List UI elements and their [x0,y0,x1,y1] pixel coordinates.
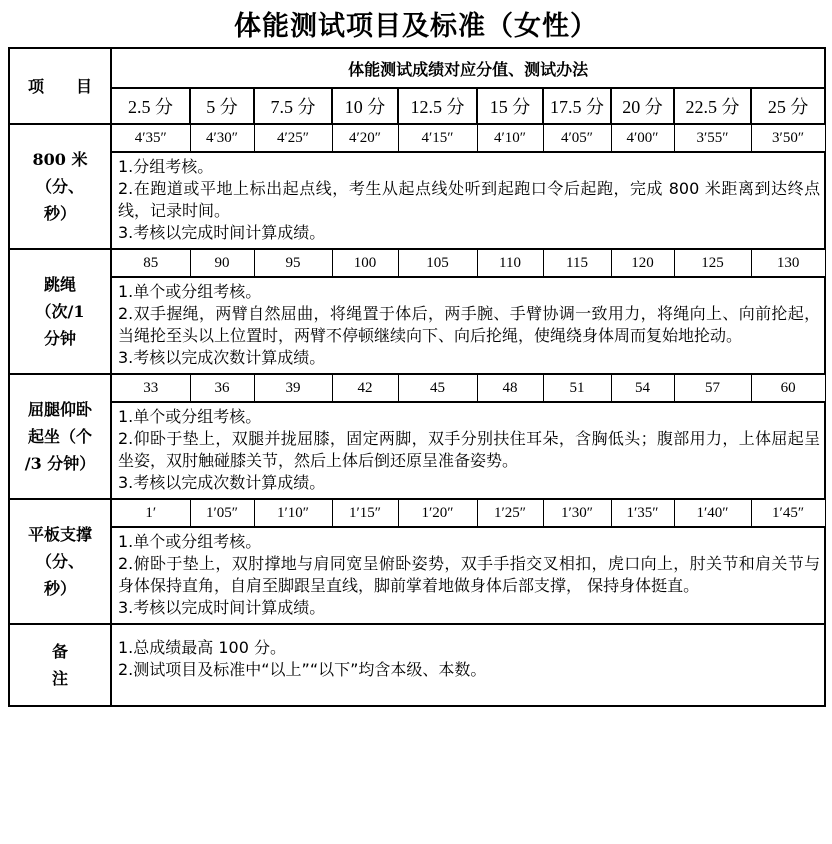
standard-value-cell: 4′35″ [111,124,190,152]
test-method-line: 2.仰卧于垫上，双腿并拢屈膝，固定两脚，双手分别扶住耳朵，含胸低头；腹部用力，上体屈起呈坐姿，双肘触碰膝关节，然后上体后倒还原呈准备姿势。 [118,429,821,470]
test-method-line: 1.单个或分组考核。 [118,282,262,301]
standard-value-cell: 115 [543,249,611,277]
standard-value-cell: 36 [190,374,254,402]
standard-value-cell: 90 [190,249,254,277]
item-label-line: 秒） [43,204,76,223]
standard-value-cell: 1′25″ [477,499,543,527]
remark-line: 2.测试项目及标准中“以上”“以下”均含本级、本数。 [118,660,487,679]
remark-line: 1.总成绩最高 100 分。 [118,638,286,657]
standard-value-cell: 120 [611,249,674,277]
standard-value-cell: 4′10″ [477,124,543,152]
standard-value-cell: 48 [477,374,543,402]
score-header-cell: 25 分 [751,88,825,124]
remarks-label-line: 注 [51,669,68,688]
standard-value-cell: 4′25″ [254,124,332,152]
standard-value-cell: 105 [398,249,477,277]
test-method-line: 3.考核以完成次数计算成绩。 [118,348,326,367]
item-label-line: /3 分钟） [24,454,96,473]
item-label-line: 起坐（个 [27,427,92,446]
test-method-line: 3.考核以完成次数计算成绩。 [118,473,326,492]
item-label-line: 平板支撑 [27,525,92,544]
standard-value-cell: 1′45″ [751,499,825,527]
score-header-cell: 20 分 [611,88,674,124]
score-header-cell: 10 分 [332,88,398,124]
standard-value-cell: 1′35″ [611,499,674,527]
standard-value-cell: 54 [611,374,674,402]
item-label-plank [9,499,111,624]
standard-value-cell: 100 [332,249,398,277]
test-method-rope-skipping [111,277,825,374]
standard-value-cell: 1′20″ [398,499,477,527]
score-header-cell: 7.5 分 [254,88,332,124]
item-label-line: 屈腿仰卧 [27,400,92,419]
item-label-line: （分、 [35,177,84,196]
test-method-800m [111,152,825,249]
standard-value-cell: 57 [674,374,751,402]
standard-value-cell: 1′05″ [190,499,254,527]
standard-value-cell: 4′15″ [398,124,477,152]
standard-value-cell: 130 [751,249,825,277]
test-method-line: 1.单个或分组考核。 [118,532,262,551]
standard-value-cell: 1′30″ [543,499,611,527]
test-method-plank [111,527,825,624]
score-span-header: 体能测试成绩对应分值、测试办法 [111,48,825,88]
standard-value-cell: 85 [111,249,190,277]
item-column-header: 项 目 [9,48,111,124]
standard-value-cell: 4′00″ [611,124,674,152]
test-method-sit-ups [111,402,825,499]
test-method-line: 2.俯卧于垫上，双肘撑地与肩同宽呈俯卧姿势，双手手指交叉相扣，虎口向上，肘关节和肩关节与身体保持直角，自肩至脚跟呈直线，脚前掌着地做身体后部支撑， 保持身体挺直。 [118,554,821,595]
standard-value-cell: 45 [398,374,477,402]
test-method-line: 2.双手握绳，两臂自然屈曲，将绳置于体后，两手腕、手臂协调一致用力，将绳向上、向前抡起，当绳抡至头以上位置时，两臂不停顿继续向下、向后抡绳，使绳绕身体周而复始地抡动。 [118,304,821,345]
standard-value-cell: 1′15″ [332,499,398,527]
standard-value-cell: 4′20″ [332,124,398,152]
standard-value-cell: 110 [477,249,543,277]
standard-value-cell: 95 [254,249,332,277]
standard-value-cell: 1′40″ [674,499,751,527]
test-method-line: 1.分组考核。 [118,157,214,176]
remarks-content [111,624,825,706]
standard-value-cell: 4′30″ [190,124,254,152]
score-header-cell: 22.5 分 [674,88,751,124]
page-title: 体能测试项目及标准（女性） [234,11,598,42]
score-header-cell: 2.5 分 [111,88,190,124]
item-label-line: 秒） [43,579,76,598]
standard-value-cell: 1′ [111,499,190,527]
standard-value-cell: 60 [751,374,825,402]
item-label-line: 分钟 [43,329,76,348]
test-method-line: 2.在跑道或平地上标出起点线，考生从起点线处听到起跑口令后起跑，完成 800 米距离到达终点线，记录时间。 [118,179,821,220]
test-method-line: 3.考核以完成时间计算成绩。 [118,598,326,617]
item-label-rope-skipping [9,249,111,374]
standard-value-cell: 3′55″ [674,124,751,152]
standards-table [8,47,826,707]
standard-value-cell: 1′10″ [254,499,332,527]
standard-value-cell: 3′50″ [751,124,825,152]
standard-value-cell: 125 [674,249,751,277]
item-label-line: （分、 [35,552,84,571]
score-header-cell: 5 分 [190,88,254,124]
standard-value-cell: 42 [332,374,398,402]
item-label-sit-ups [9,374,111,499]
remarks-label [9,624,111,706]
score-header-cell: 12.5 分 [398,88,477,124]
item-label-line: （次/1 [35,302,85,321]
score-header-cell: 17.5 分 [543,88,611,124]
standard-value-cell: 51 [543,374,611,402]
standard-value-cell: 4′05″ [543,124,611,152]
item-label-line: 跳绳 [43,275,76,294]
standard-value-cell: 33 [111,374,190,402]
test-method-line: 1.单个或分组考核。 [118,407,262,426]
item-label-800m [9,124,111,249]
item-label-line: 800 米 [32,150,88,169]
standard-value-cell: 39 [254,374,332,402]
score-header-cell: 15 分 [477,88,543,124]
test-method-line: 3.考核以完成时间计算成绩。 [118,223,326,242]
remarks-label-line: 备 [51,642,68,661]
